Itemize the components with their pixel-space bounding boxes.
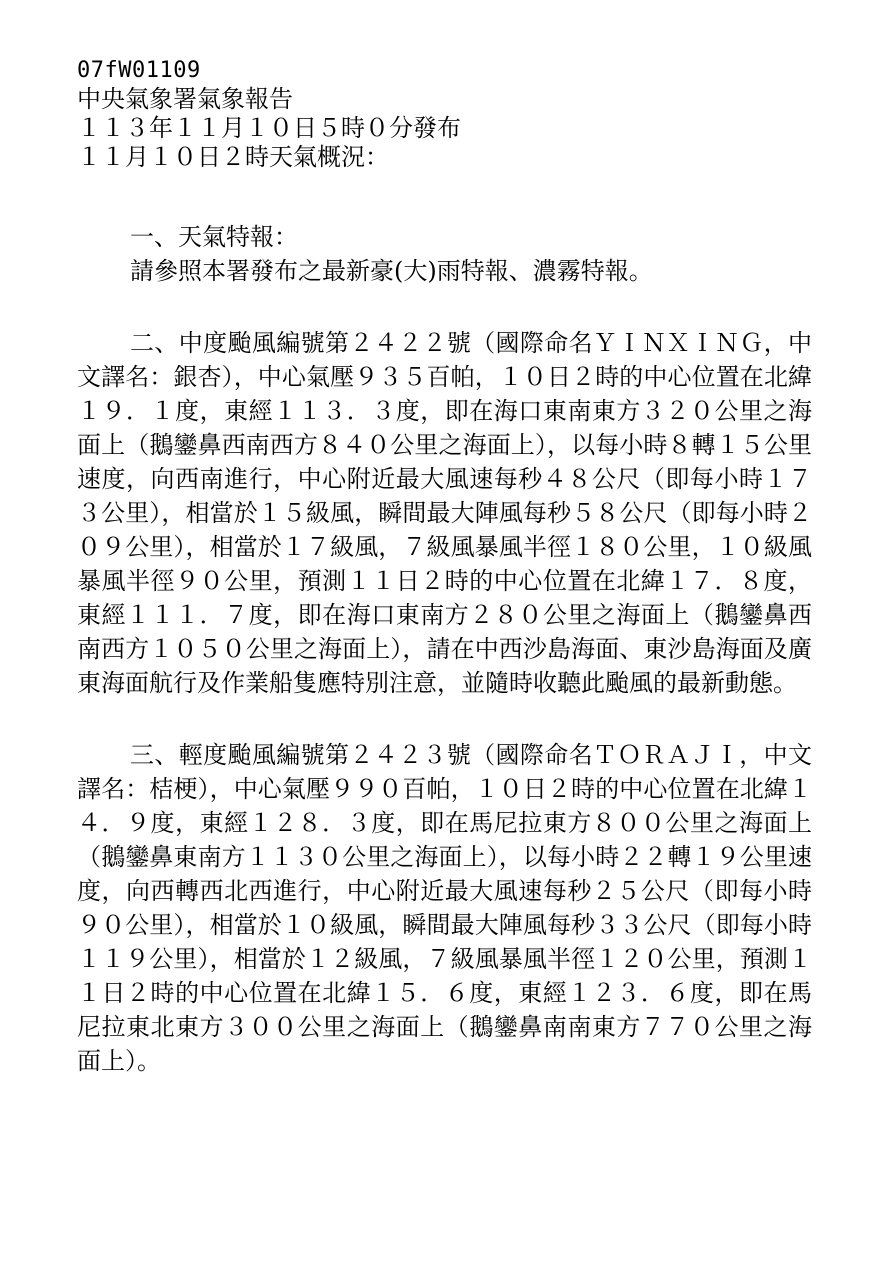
section-weather-warning	[77, 220, 812, 288]
issue-time: １１３年１１月１０日５時０分發布	[77, 114, 461, 142]
section-typhoon-toraji	[77, 738, 812, 1078]
section-body: 三、輕度颱風編號第２４２３號（國際命名ＴＯＲＡＪＩ，中文譯名：桔梗），中心氣壓９９０百帕，１０日２時的中心位置在北緯１４．９度，東經１２８．３度，即在馬尼拉東方８００公里之海面上（鵝鑾鼻東南方１１３０公里之海面上），以每小時２２轉１９公里速度，向西轉西北西進行，中心附近最大風速每秒２５公尺（即每小時９０公里），相當於１０級風，瞬間最大陣風每秒３３公尺（即每小時１１９公里），相當於１２級風，７級風暴風半徑１２０公里，預測１１日２時的中心位置在北緯１５．６度，東經１２３．６度，即在馬尼拉東北東方３００公里之海面上（鵝鑾鼻南南東方７７０公里之海面上）。	[77, 741, 812, 1075]
document-code: 07fW01109	[77, 58, 201, 83]
section-typhoon-yinxing	[77, 326, 812, 700]
weather-report-document	[77, 56, 812, 1078]
section-heading: 一、天氣特報：	[130, 223, 298, 251]
agency-title: 中央氣象署氣象報告	[77, 85, 293, 113]
summary-time: １１月１０日２時天氣概況：	[77, 143, 389, 171]
section-body: 請參照本署發布之最新豪(大)雨特報、濃霧特報。	[130, 257, 653, 285]
section-body: 二、中度颱風編號第２４２２號（國際命名ＹＩＮＸＩＮＧ，中文譯名：銀杏），中心氣壓９３５百帕，１０日２時的中心位置在北緯１９．１度，東經１１３．３度，即在海口東南東方３２０公里之海面上（鵝鑾鼻西南西方８４０公里之海面上），以每小時８轉１５公里速度，向西南進行，中心附近最大風速每秒４８公尺（即每小時１７３公里），相當於１５級風，瞬間最大陣風每秒５８公尺（即每小時２０９公里），相當於１７級風，７級風暴風半徑１８０公里，１０級風暴風半徑９０公里，預測１１日２時的中心位置在北緯１７．８度，東經１１１．７度，即在海口東南方２８０公里之海面上（鵝鑾鼻西南西方１０５０公里之海面上），請在中西沙島海面、東沙島海面及廣東海面航行及作業船隻應特別注意，並隨時收聽此颱風的最新動態。	[77, 329, 812, 697]
